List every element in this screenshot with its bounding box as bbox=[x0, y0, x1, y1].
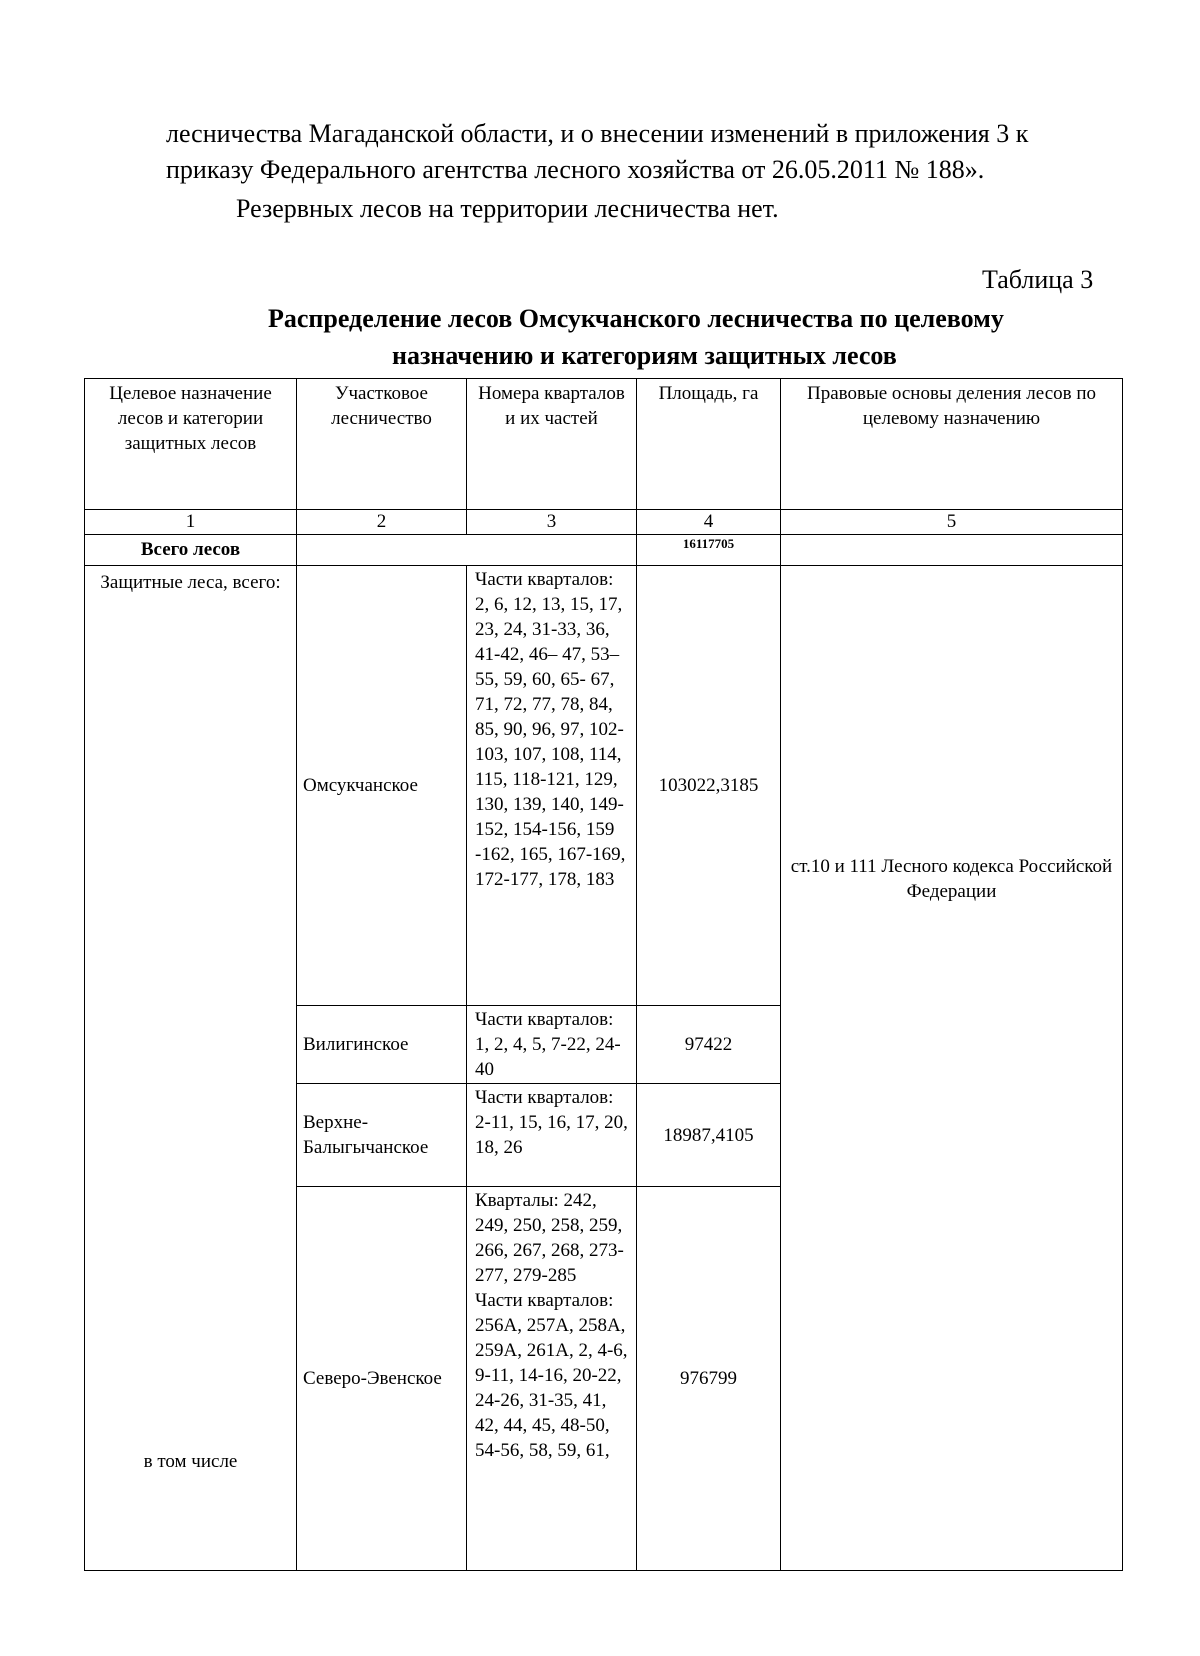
area-cell: 97422 bbox=[637, 1006, 781, 1084]
table-caption: Таблица 3 bbox=[982, 265, 1094, 294]
intro-line-2: приказу Федерального агентства лесного хозяйства от 26.05.2011 № 188». bbox=[166, 155, 985, 184]
column-number-row bbox=[85, 510, 1123, 535]
total-row bbox=[85, 535, 1123, 566]
forest-distribution-table bbox=[84, 378, 1123, 1571]
column-number: 4 bbox=[637, 510, 781, 535]
area-cell: 18987,4105 bbox=[637, 1084, 781, 1187]
header-purpose: Целевое назначение лесов и категории защитных лесов bbox=[85, 379, 297, 510]
area-cell: 976799 bbox=[637, 1187, 781, 1571]
column-number: 3 bbox=[467, 510, 637, 535]
header-area: Площадь, га bbox=[637, 379, 781, 510]
category-main: Защитные леса, всего: bbox=[100, 572, 281, 593]
total-area: 16117705 bbox=[637, 535, 781, 566]
quarters-cell: Кварталы: 242, 249, 250, 258, 259, 266, 267, 268, 273-277, 279-285 Части кварталов: 256А, 257А, 258А, 259А, 261А, 2, 4-6, 9-11, 14-16, 20-22, 24-26, 31-35, 41, 42, 44, 45, 48-50, 54-56, 58, 59, 61, bbox=[467, 1187, 637, 1571]
total-legal-cell bbox=[781, 535, 1123, 566]
table-title-line-1: Распределение лесов Омсукчанского лесничества по целевому bbox=[268, 304, 1004, 333]
quarters-cell: Части кварталов: 2-11, 15, 16, 17, 20, 18, 26 bbox=[467, 1084, 637, 1187]
district-cell: Верхне-Балыгычанское bbox=[297, 1084, 467, 1187]
district-cell: Вилигинское bbox=[297, 1006, 467, 1084]
column-number: 5 bbox=[781, 510, 1123, 535]
category-cell bbox=[85, 566, 297, 1571]
intro-line-1: лесничества Магаданской области, и о внесении изменений в приложения 3 к bbox=[166, 119, 1029, 148]
header-quarters: Номера кварталов и их частей bbox=[467, 379, 637, 510]
district-cell: Омсукчанское bbox=[297, 566, 467, 1006]
quarters-cell: Части кварталов: 2, 6, 12, 13, 15, 17, 23, 24, 31-33, 36, 41-42, 46– 47, 53–55, 59, 60, 65- 67, 71, 72, 77, 78, 84, 85, 90, 96, 97, 102-103, 107, 108, 114, 115, 118-121, 129, 130, 139, 140, 149-152, 154-156, 159 -162, 165, 167-169, 172-177, 178, 183 bbox=[467, 566, 637, 1006]
column-number: 1 bbox=[85, 510, 297, 535]
district-cell: Северо-Эвенское bbox=[297, 1187, 467, 1571]
table-row bbox=[85, 566, 1123, 1006]
table-title-line-2: назначению и категориям защитных лесов bbox=[392, 341, 897, 370]
total-empty-cell bbox=[297, 535, 637, 566]
area-cell: 103022,3185 bbox=[637, 566, 781, 1006]
column-number: 2 bbox=[297, 510, 467, 535]
legal-basis-cell: ст.10 и 111 Лесного кодекса Российской Федерации bbox=[781, 566, 1123, 1571]
header-row bbox=[85, 379, 1123, 510]
category-sub: в том числе bbox=[143, 1451, 238, 1472]
header-legal-basis: Правовые основы деления лесов по целевому назначению bbox=[781, 379, 1123, 510]
quarters-cell: Части кварталов: 1, 2, 4, 5, 7-22, 24-40 bbox=[467, 1006, 637, 1084]
intro-line-3: Резервных лесов на территории лесничества нет. bbox=[236, 194, 779, 223]
total-label: Всего лесов bbox=[85, 535, 297, 566]
header-district: Участковое лесничество bbox=[297, 379, 467, 510]
